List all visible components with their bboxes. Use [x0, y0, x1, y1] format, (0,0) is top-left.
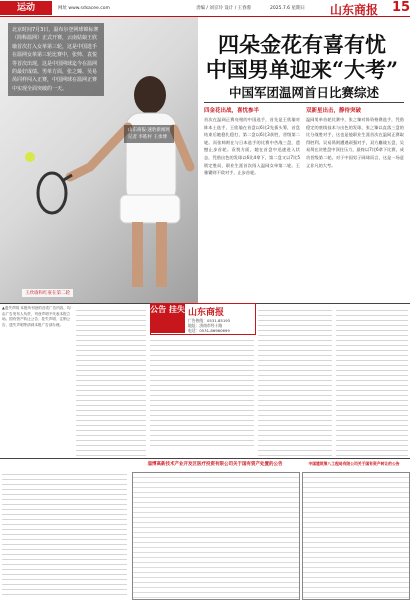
author-names: 记者 李皓村 王承博: [128, 135, 167, 140]
notice-banner-1: 淄博高新技术产业开发区医疗投资有限公司关于国有资产处置的公告: [147, 462, 283, 467]
headline: [202, 32, 402, 82]
site-url: 网址 www.sdsacee.com: [58, 6, 110, 11]
notice-block-a: [2, 470, 127, 598]
ad-line-3: 电话：0531-86960699: [188, 328, 230, 333]
notice-table: [132, 472, 300, 600]
editor-line: 责编 / 刘京玲 设计 / 王春蓉: [196, 6, 252, 11]
issue-date: 2025.7.6 星期日: [270, 6, 305, 11]
article-col-2: 温网男单首轮比赛中，张之臻对阵资格赛选手，凭借稳定的底线技术与出色的发球，张之臻以直落三盘的比分战胜对手，这也是他职业生涯首次在温网正赛取得胜利。吴易昺则遭遇顽强对手，双方鏖战五盘，吴易昺在决胜盘中顶住压力，最终以7比6拿下比赛，成功晋级第二轮。对于中国男子网球而言，这是一场意义非凡的大考。: [306, 117, 404, 168]
page-number: 15: [392, 0, 410, 15]
subheadline: 中国军团温网首日比赛综述: [228, 85, 379, 100]
notice-column-4: [258, 306, 332, 456]
notice-table-2: [302, 472, 410, 600]
section-label: 运动: [0, 1, 52, 15]
photo-lede: 北京时间7月3日，温布尔登网球锦标赛（简称温网）正式开赛，云南姑娘王欣瑜首次打入女单第三轮，这是中国选手在温网女单第三轮比赛中，张帅、袁悦等首次出现，这是中国网球迄今在温网的最好成绩。男单方面，张之臻、吴易昺同样闯入正赛，中国网球在温网正赛中实现全面突破的一天。: [8, 23, 104, 96]
notice-stamp: 公告 挂失: [150, 303, 185, 333]
newspaper-brand: 山东商报: [330, 3, 379, 17]
ad-title: 山东商报: [188, 308, 225, 318]
notice-column-3: [150, 336, 254, 446]
author-box: [124, 125, 174, 143]
photo-caption: 王欣瑜和红豪在第二轮: [22, 289, 73, 297]
author-outlet: 山东商报·速豹新闻网: [128, 128, 170, 133]
col2-heading: 双新星出击，静待突破: [306, 108, 362, 114]
tennis-photo: [0, 17, 198, 303]
notice-divider: [0, 458, 410, 459]
ad-line-2: 地址：济南市经十路: [188, 323, 223, 328]
notice-column-5: [336, 306, 408, 456]
notice-column-2: [76, 306, 146, 456]
ad-info: [188, 318, 254, 333]
col1-heading: 四金花出战，喜忧参半: [204, 108, 260, 114]
divider: [204, 102, 404, 103]
ad-line-1: 广告热线：0531-85193: [188, 318, 231, 323]
notice-banner-2: 中国建筑第八工程局有限公司关于国有资产转让的公告: [308, 461, 400, 466]
headline-line-1: 四朵金花有喜有忧: [218, 32, 386, 57]
article-col-1: 首次在温网正赛亮相的中国选手，首先是王欣瑜对阵本土选手，王欣瑜在首盘以6比2先拔头筹，首盘结束后她稳扎稳打，第二盘以6比3获胜，晋级第二轮。而张帅则在与日本选手的比赛中苦战三盘，遗憾止步首轮。袁悦方面，她在首盘中迅速进入状态，凭借出色的发球以6比4拿下，第二盘又以7比5锁定胜局，职业生涯首次闯入温网女单第二轮。王雅繁则不敌对手，止步首轮。: [204, 117, 300, 176]
notice-left: ▲遗失声明 本报所刊登的各类广告内容，均由广告发布人负责，刊登声明不代表本报立场。国有资产转让公告、挂失声明、注销公告、遗失声明等请到本报广告部办理。: [2, 306, 71, 327]
headline-line-2: 中国男单迎来“大考”: [205, 57, 399, 82]
page-header: [0, 0, 410, 17]
